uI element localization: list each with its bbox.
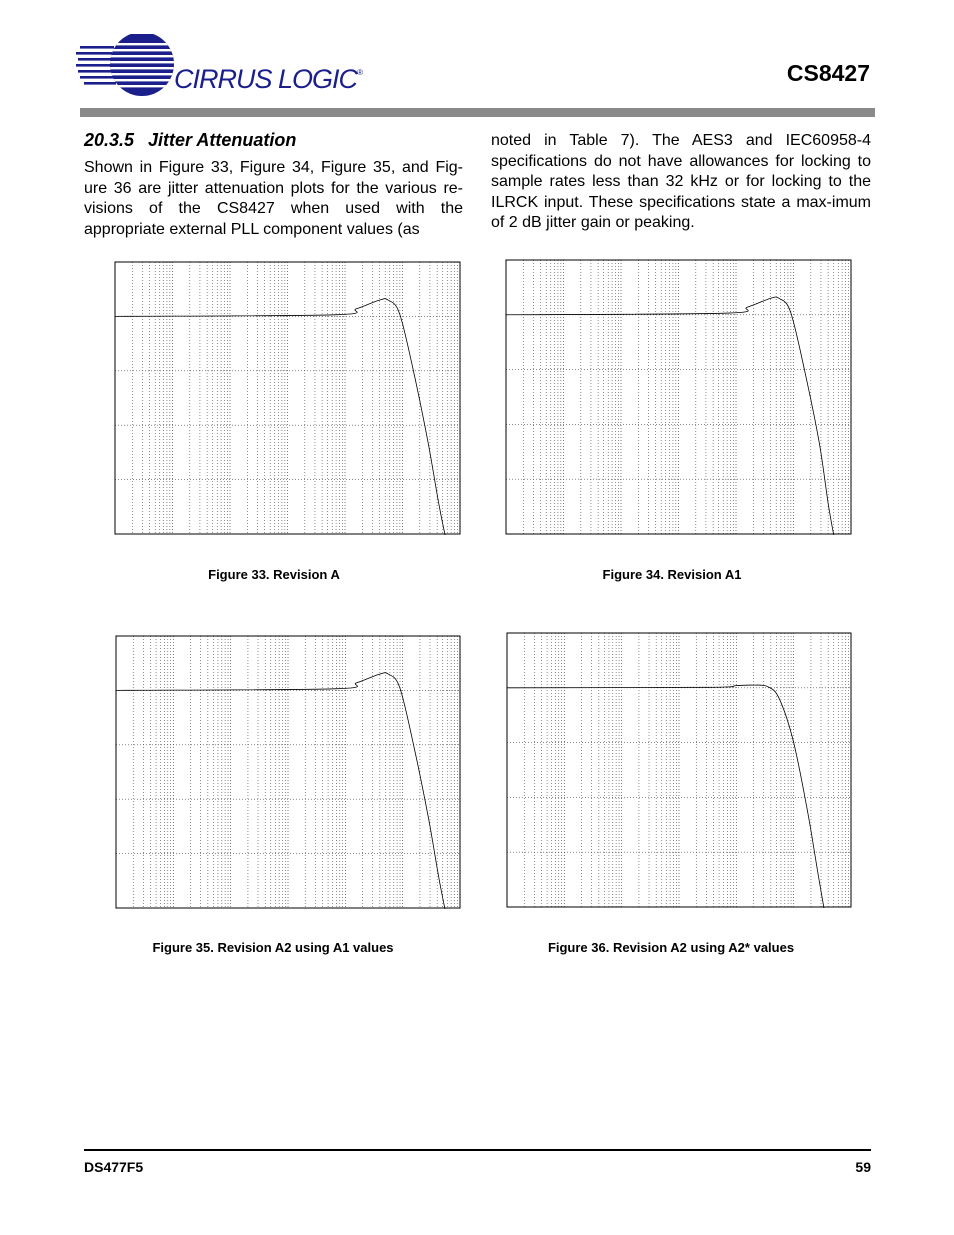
figure-33-caption: Figure 33. Revision A — [208, 567, 340, 582]
footer-document-id: DS477F5 — [84, 1159, 144, 1175]
response-curve — [507, 685, 835, 908]
logo-wordmark: CIRRUS LOGIC® — [174, 64, 362, 94]
cirrus-logo-icon — [76, 34, 176, 96]
company-logo — [76, 34, 362, 96]
footer-page-number: 59 — [855, 1159, 871, 1175]
jitter-plot-revision-a1 — [505, 259, 852, 535]
response-curve — [115, 299, 457, 535]
section-title: Jitter Attenuation — [148, 130, 297, 150]
jitter-plot-revision-a2-a2-values — [506, 632, 852, 908]
figure-34-caption: Figure 34. Revision A1 — [602, 567, 742, 582]
section-number: 20.3.5 — [84, 130, 135, 150]
response-curve — [506, 297, 846, 535]
footer-divider — [84, 1149, 871, 1151]
jitter-plot-revision-a2-a1-values — [115, 635, 461, 909]
jitter-plot-revision-a — [114, 261, 461, 535]
plot-frame — [506, 260, 851, 534]
response-curve — [116, 673, 457, 909]
plot-canvas — [506, 632, 852, 908]
figure-35-caption: Figure 35. Revision A2 using A1 values — [152, 940, 394, 955]
document-part-number: CS8427 — [786, 60, 870, 86]
plot-canvas — [114, 261, 461, 535]
paragraph-left: Shown in Figure 33, Figure 34, Figure 35, and Fig-ure 36 are jitter attenuation plots for the various re-visions of the CS8427 when used with the appropriate external PLL component values (as — [84, 159, 463, 238]
paragraph-right: noted in Table 7). The AES3 and IEC60958-4 specifications do not have allowances for locking to sample rates less than 32 kHz or for locking to the ILRCK input. These specifications state a max-imum of 2 dB jitter gain or peaking. — [491, 132, 871, 231]
plot-canvas — [115, 635, 461, 909]
section-heading — [84, 130, 296, 151]
figure-36-caption: Figure 36. Revision A2 using A2* values — [547, 940, 795, 955]
header-divider — [80, 108, 875, 117]
plot-canvas — [505, 259, 852, 535]
